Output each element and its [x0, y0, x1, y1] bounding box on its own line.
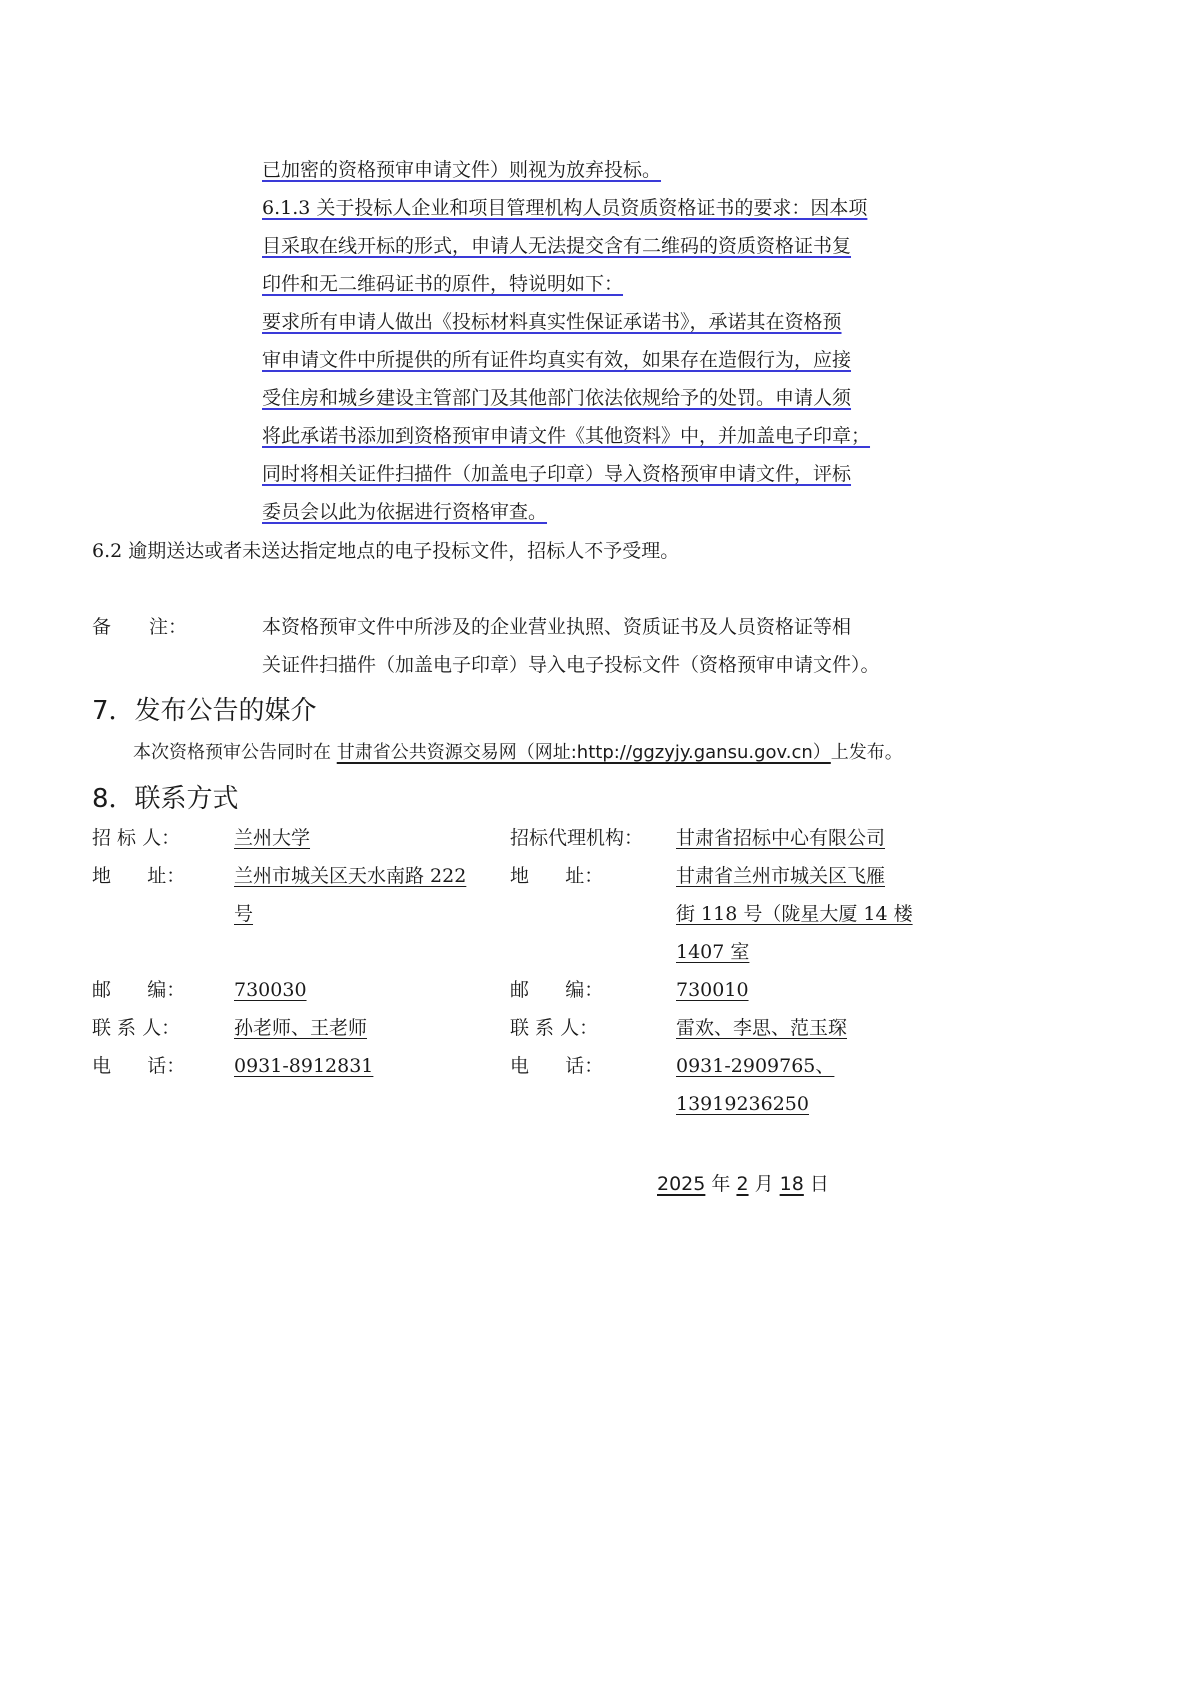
left-contact-label: 联 系 人：	[92, 1017, 181, 1039]
right-postcode-label: 邮 编：	[510, 979, 604, 1001]
right-phone-label: 电 话：	[510, 1055, 604, 1077]
right-phone-value: 13919236250	[676, 1093, 809, 1115]
item-6-2: 6.2 逾期送达或者未送达指定地点的电子投标文件，招标人不予受理。	[92, 540, 680, 562]
left-contact-value: 孙老师、王老师	[234, 1017, 368, 1039]
requirements-paragraph	[262, 151, 930, 531]
paragraph-line: 受住房和城乡建设主管部门及其他部门依法依规给予的处罚。申请人须	[262, 387, 852, 409]
media-text-before: 本次资格预审公告同时在	[133, 742, 331, 763]
paragraph-line: 6.1.3 关于投标人企业和项目管理机构人员资质资格证书的要求：因本项	[262, 197, 868, 219]
left-address-line: 号	[234, 903, 254, 925]
paragraph-line: 印件和无二维码证书的原件，特说明如下：	[262, 273, 624, 295]
section-7-heading: 7．发布公告的媒介	[92, 696, 317, 726]
left-postcode-value: 730030	[234, 979, 307, 1001]
left-address-label: 地 址：	[92, 865, 186, 887]
right-contact-label: 联 系 人：	[510, 1017, 599, 1039]
left-phone-label: 电 话：	[92, 1055, 186, 1077]
section-8-heading: 8．联系方式	[92, 784, 239, 814]
right-address-line: 1407 室	[676, 941, 750, 963]
date-year: 2025	[657, 1173, 706, 1195]
paragraph-line: 已加密的资格预审申请文件）则视为放弃投标。	[262, 159, 662, 181]
remark-label: 备 注：	[92, 616, 188, 638]
agency-value: 甘肃省招标中心有限公司	[676, 827, 886, 849]
left-postcode-label: 邮 编：	[92, 979, 186, 1001]
right-address-line: 街 118 号（陇星大厦 14 楼	[676, 903, 913, 925]
paragraph-line: 目采取在线开标的形式，申请人无法提交含有二维码的资质资格证书复	[262, 235, 852, 257]
agency-label: 招标代理机构：	[510, 827, 644, 849]
date-day: 18	[779, 1173, 804, 1195]
right-address-line: 甘肃省兰州市城关区飞雁	[676, 865, 886, 887]
paragraph-line: 将此承诺书添加到资格预审申请文件《其他资料》中，并加盖电子印章；	[262, 425, 871, 447]
media-sentence	[133, 738, 903, 768]
right-address-label: 地 址：	[510, 865, 604, 887]
remark-line: 本资格预审文件中所涉及的企业营业执照、资质证书及人员资格证等相	[262, 616, 852, 638]
remark-line: 关证件扫描件（加盖电子印章）导入电子投标文件（资格预审申请文件）。	[262, 654, 880, 676]
media-name: 甘肃省公共资源交易网（网址:http://ggzyjy.gansu.gov.cn）	[336, 742, 831, 763]
paragraph-line: 同时将相关证件扫描件（加盖电子印章）导入资格预审申请文件，评标	[262, 463, 852, 485]
right-phone-value: 0931-2909765、	[676, 1055, 835, 1077]
left-phone-value: 0931-8912831	[234, 1055, 374, 1077]
date-month: 2	[736, 1173, 749, 1195]
media-text-after: 上发布。	[830, 742, 903, 763]
paragraph-line: 要求所有申请人做出《投标材料真实性保证承诺书》，承诺其在资格预	[262, 311, 842, 333]
left-address-line: 兰州市城关区天水南路 222	[234, 865, 467, 887]
right-postcode-value: 730010	[676, 979, 749, 1001]
tenderer-label: 招 标 人：	[92, 827, 181, 849]
paragraph-line: 审申请文件中所提供的所有证件均真实有效，如果存在造假行为，应接	[262, 349, 852, 371]
signing-date: 2025 年 2 月 18 日	[657, 1173, 829, 1195]
right-contact-value: 雷欢、李思、范玉琛	[676, 1017, 848, 1039]
tenderer-value: 兰州大学	[234, 827, 311, 849]
paragraph-line: 委员会以此为依据进行资格审查。	[262, 501, 548, 523]
